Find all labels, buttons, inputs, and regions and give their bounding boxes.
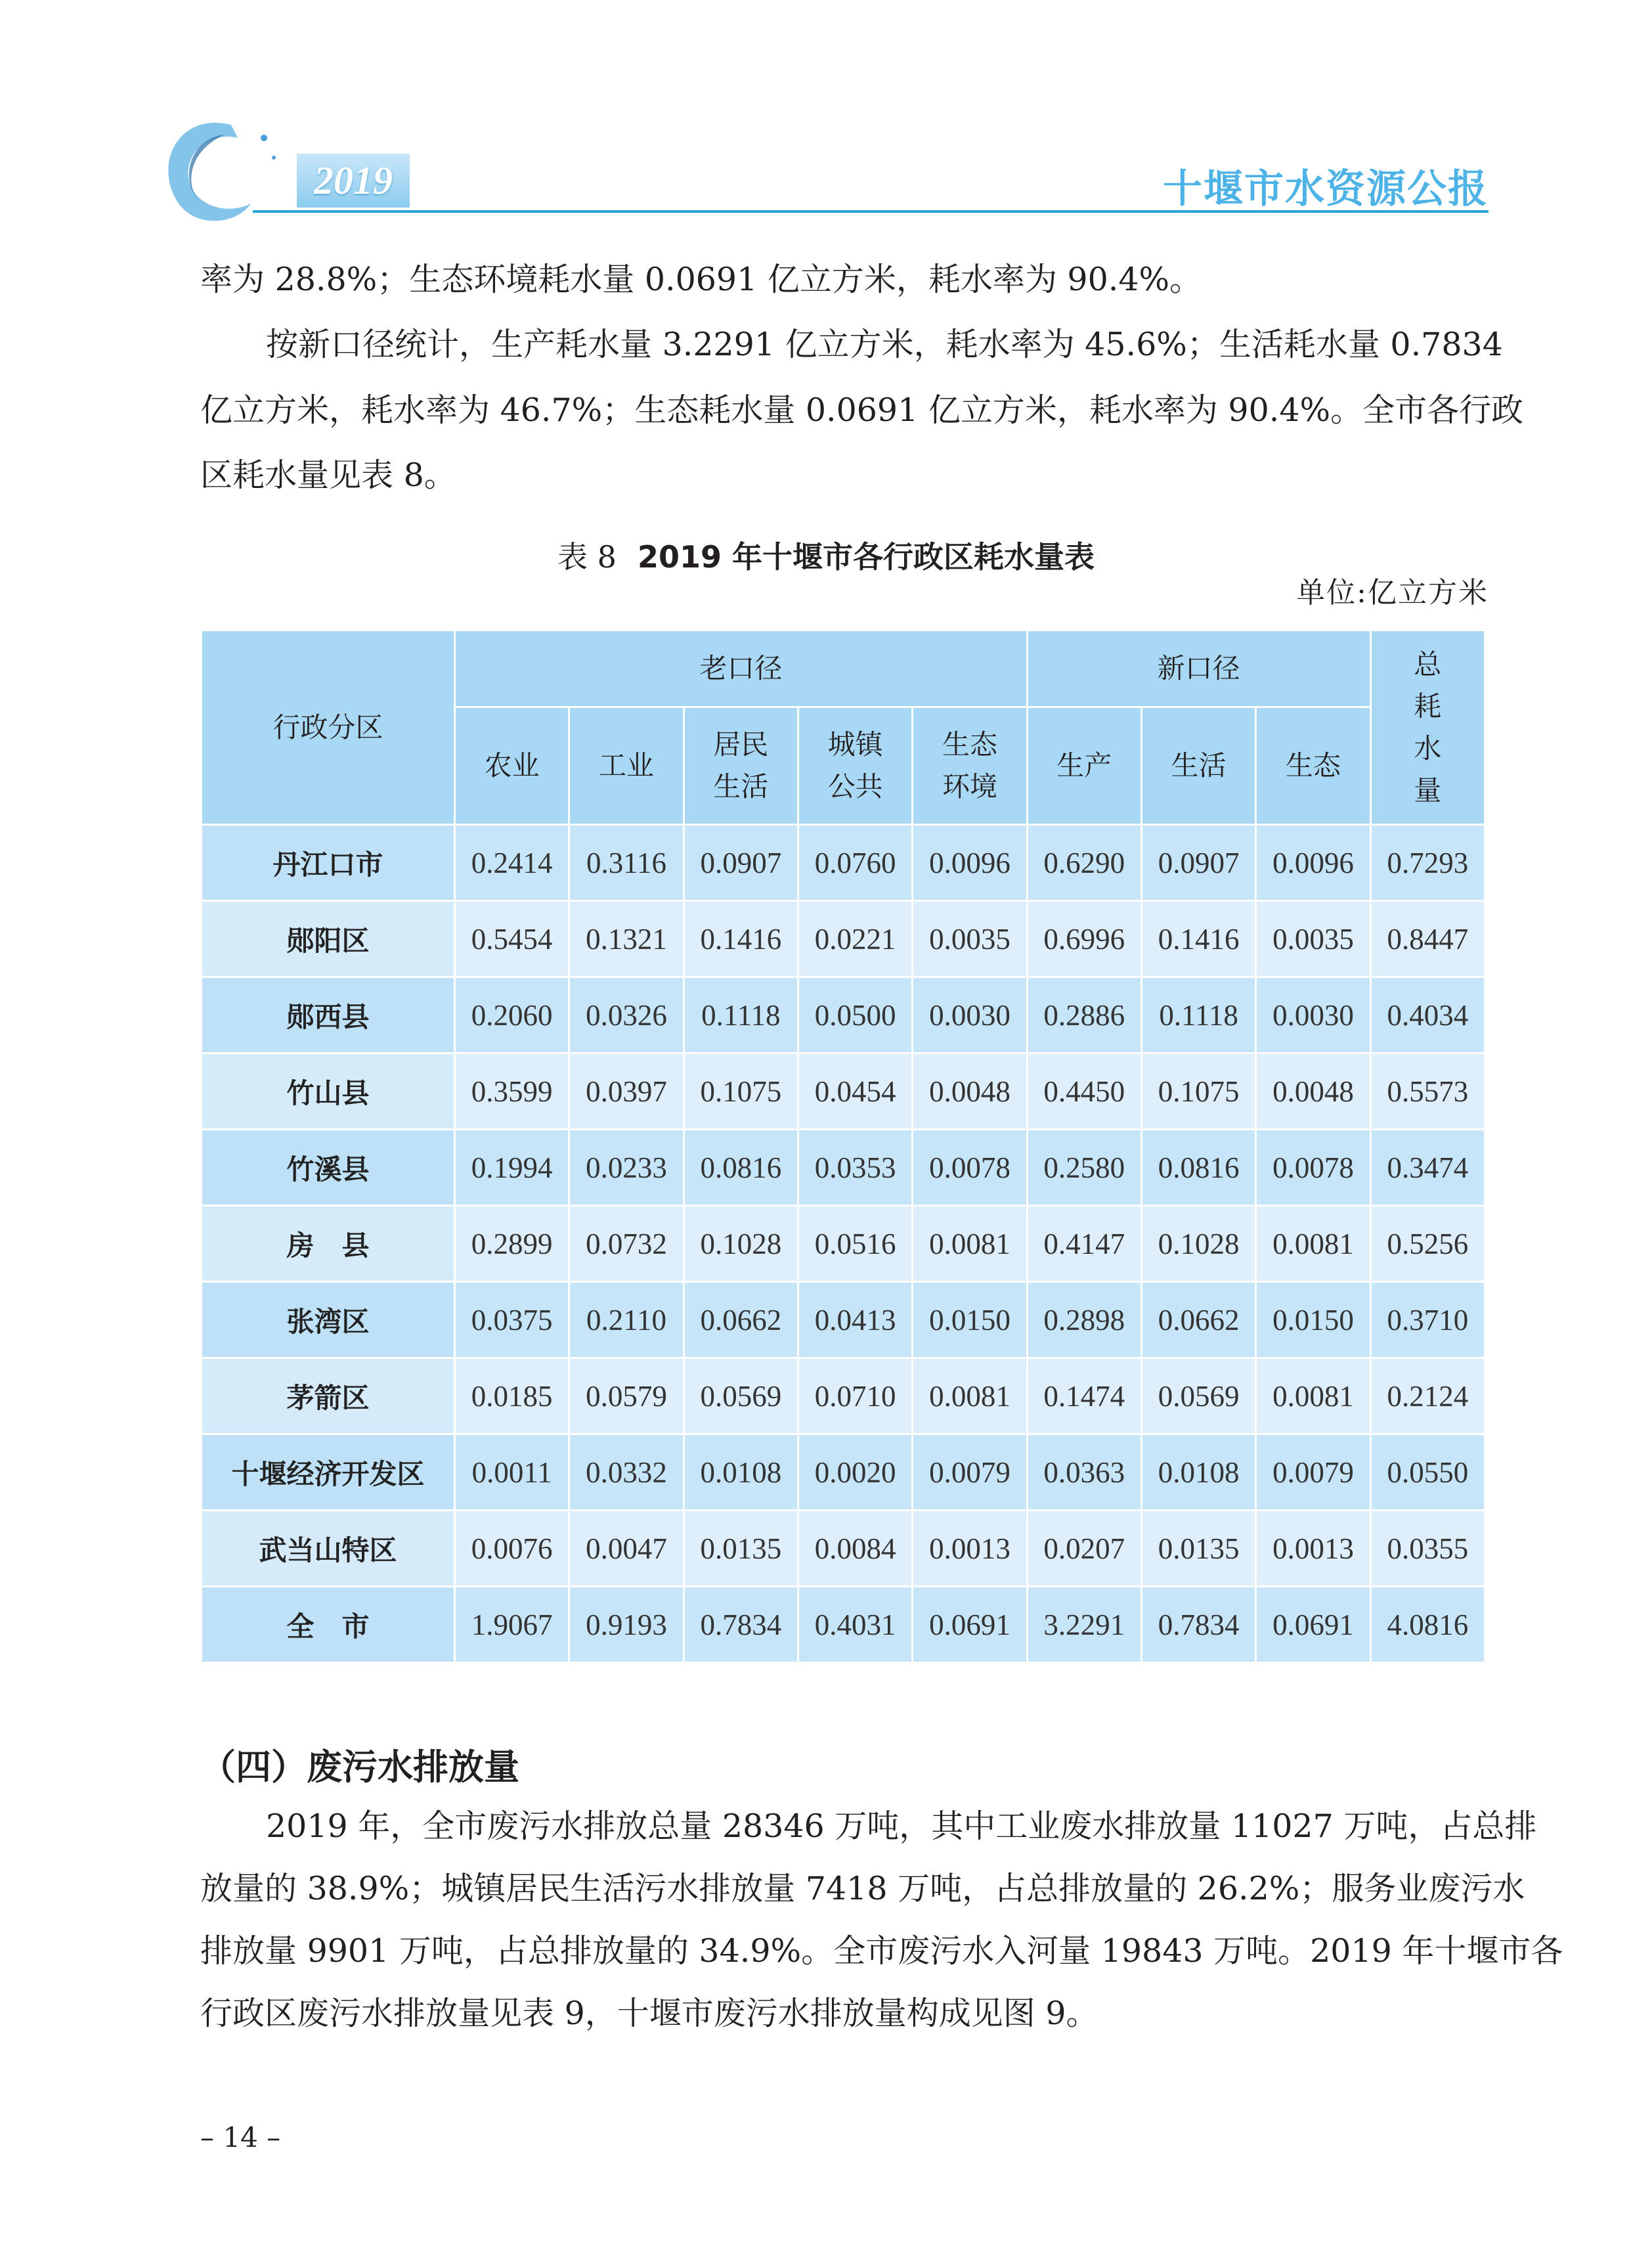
value-cell: 0.0207 xyxy=(1027,1511,1141,1587)
subheader-cell xyxy=(913,707,1027,825)
value-cell: 0.0108 xyxy=(1141,1434,1255,1511)
table-row xyxy=(202,1282,1485,1358)
value-cell: 0.0081 xyxy=(1256,1206,1370,1282)
table-row xyxy=(202,901,1485,977)
table-row xyxy=(202,1434,1485,1511)
subheader-label: 农业 xyxy=(484,749,540,782)
region-cell: 房 县 xyxy=(202,1206,455,1282)
value-cell: 0.2060 xyxy=(455,977,569,1053)
table-row xyxy=(202,977,1485,1053)
value-cell: 0.1118 xyxy=(1141,977,1255,1053)
value-cell: 0.0135 xyxy=(684,1511,798,1587)
value-cell: 0.0760 xyxy=(798,825,912,901)
value-cell: 0.0662 xyxy=(1141,1282,1255,1358)
value-cell: 0.1028 xyxy=(684,1206,798,1282)
value-cell: 0.7834 xyxy=(684,1587,798,1663)
value-cell: 0.0816 xyxy=(1141,1130,1255,1206)
table-row xyxy=(202,825,1485,901)
table-unit: 单位:亿立方米 xyxy=(1296,576,1489,609)
region-cell: 郧阳区 xyxy=(202,901,455,977)
value-cell: 0.0413 xyxy=(798,1282,912,1358)
value-cell: 0.0710 xyxy=(798,1358,912,1434)
water-splash-logo xyxy=(152,112,284,227)
value-cell: 0.2580 xyxy=(1027,1130,1141,1206)
value-cell: 0.2414 xyxy=(455,825,569,901)
value-cell: 0.1075 xyxy=(1141,1053,1255,1130)
value-cell: 0.0353 xyxy=(798,1130,912,1206)
value-cell: 0.0691 xyxy=(913,1587,1027,1663)
value-cell: 0.0185 xyxy=(455,1358,569,1434)
value-cell: 0.0030 xyxy=(1256,977,1370,1053)
section-heading: （四）废污水排放量 xyxy=(200,1746,519,1788)
subheader-label: 工业 xyxy=(598,749,654,782)
value-cell: 0.0078 xyxy=(913,1130,1027,1206)
value-cell: 0.0516 xyxy=(798,1206,912,1282)
subheader-label: 城镇公共 xyxy=(827,728,883,803)
value-cell: 0.0355 xyxy=(1370,1511,1485,1587)
region-cell: 郧西县 xyxy=(202,977,455,1053)
value-cell: 0.0569 xyxy=(684,1358,798,1434)
value-cell: 1.9067 xyxy=(455,1587,569,1663)
value-cell: 0.0076 xyxy=(455,1511,569,1587)
value-cell: 0.0096 xyxy=(913,825,1027,901)
value-cell: 0.7293 xyxy=(1370,825,1485,901)
value-cell: 0.0013 xyxy=(1256,1511,1370,1587)
value-cell: 0.0081 xyxy=(913,1206,1027,1282)
region-cell: 竹溪县 xyxy=(202,1130,455,1206)
region-cell: 全 市 xyxy=(202,1587,455,1663)
region-cell: 武当山特区 xyxy=(202,1511,455,1587)
paragraph-line: 亿立方米，耗水率为 46.7%；生态耗水量 0.0691 亿立方米，耗水率为 90.4%。全市各行政 xyxy=(200,391,1524,429)
subheader-label: 居民生活 xyxy=(713,728,769,803)
value-cell: 0.4031 xyxy=(798,1587,912,1663)
value-cell: 3.2291 xyxy=(1027,1587,1141,1663)
value-cell: 0.0332 xyxy=(569,1434,684,1511)
subheader-cell xyxy=(684,707,798,825)
value-cell: 0.6996 xyxy=(1027,901,1141,977)
subheader-label: 生产 xyxy=(1056,749,1112,782)
value-cell: 0.0454 xyxy=(798,1053,912,1130)
value-cell: 0.1416 xyxy=(684,901,798,977)
subheader-cell xyxy=(1027,707,1141,825)
value-cell: 0.2124 xyxy=(1370,1358,1485,1434)
subheader-cell xyxy=(569,707,684,825)
paragraph-line: 区耗水量见表 8。 xyxy=(200,456,456,494)
water-consumption-table xyxy=(200,629,1486,1664)
value-cell: 0.0079 xyxy=(1256,1434,1370,1511)
value-cell: 0.0048 xyxy=(913,1053,1027,1130)
value-cell: 4.0816 xyxy=(1370,1587,1485,1663)
header-old-caliber: 老口径 xyxy=(455,631,1028,707)
paragraph-line: 放量的 38.9%；城镇居民生活污水排放量 7418 万吨，占总排放量的 26.2%；服务业废污水 xyxy=(200,1870,1525,1907)
value-cell: 0.0375 xyxy=(455,1282,569,1358)
paragraph-line: 2019 年，全市废污水排放总量 28346 万吨，其中工业废水排放量 11027 万吨，占总排 xyxy=(266,1807,1537,1845)
table-row xyxy=(202,1130,1485,1206)
table-row xyxy=(202,1511,1485,1587)
value-cell: 0.1994 xyxy=(455,1130,569,1206)
paragraph-line: 行政区废污水排放量见表 9，十堰市废污水排放量构成见图 9。 xyxy=(200,1995,1098,2032)
value-cell: 0.4034 xyxy=(1370,977,1485,1053)
subheader-cell xyxy=(1141,707,1255,825)
value-cell: 0.0732 xyxy=(569,1206,684,1282)
paragraph-line: 率为 28.8%；生态环境耗水量 0.0691 亿立方米，耗水率为 90.4%。 xyxy=(200,261,1202,298)
header-region: 行政分区 xyxy=(202,631,455,825)
region-cell: 竹山县 xyxy=(202,1053,455,1130)
subheader-label: 生态 xyxy=(1285,749,1341,782)
value-cell: 0.0500 xyxy=(798,977,912,1053)
value-cell: 0.3116 xyxy=(569,825,684,901)
table-row xyxy=(202,1206,1485,1282)
value-cell: 0.0035 xyxy=(913,901,1027,977)
subheader-label: 生活 xyxy=(1171,749,1227,782)
value-cell: 0.9193 xyxy=(569,1587,684,1663)
value-cell: 0.0691 xyxy=(1256,1587,1370,1663)
table-row xyxy=(202,1053,1485,1130)
value-cell: 0.0569 xyxy=(1141,1358,1255,1434)
value-cell: 0.0326 xyxy=(569,977,684,1053)
region-cell: 丹江口市 xyxy=(202,825,455,901)
value-cell: 0.0397 xyxy=(569,1053,684,1130)
value-cell: 0.0013 xyxy=(913,1511,1027,1587)
value-cell: 0.0048 xyxy=(1256,1053,1370,1130)
subheader-label: 生态环境 xyxy=(942,728,997,803)
value-cell: 0.1321 xyxy=(569,901,684,977)
value-cell: 0.4147 xyxy=(1027,1206,1141,1282)
value-cell: 0.0108 xyxy=(684,1434,798,1511)
value-cell: 0.0081 xyxy=(913,1358,1027,1434)
header-total-label: 总耗水量 xyxy=(1414,648,1442,807)
value-cell: 0.0150 xyxy=(1256,1282,1370,1358)
year-badge: 2019 xyxy=(297,154,410,208)
value-cell: 0.3599 xyxy=(455,1053,569,1130)
table-caption-text: 2019 年十堰市各行政区耗水量表 xyxy=(637,539,1095,575)
value-cell: 0.7834 xyxy=(1141,1587,1255,1663)
value-cell: 0.5454 xyxy=(455,901,569,977)
value-cell: 0.2898 xyxy=(1027,1282,1141,1358)
table-caption-label: 表 8 xyxy=(557,539,617,575)
subheader-cell xyxy=(455,707,569,825)
region-cell: 茅箭区 xyxy=(202,1358,455,1434)
value-cell: 0.0662 xyxy=(684,1282,798,1358)
table-row xyxy=(202,1358,1485,1434)
header-new-caliber: 新口径 xyxy=(1027,631,1370,707)
value-cell: 0.5573 xyxy=(1370,1053,1485,1130)
region-cell: 张湾区 xyxy=(202,1282,455,1358)
value-cell: 0.4450 xyxy=(1027,1053,1141,1130)
value-cell: 0.2110 xyxy=(569,1282,684,1358)
value-cell: 0.1028 xyxy=(1141,1206,1255,1282)
value-cell: 0.0135 xyxy=(1141,1511,1255,1587)
value-cell: 0.1075 xyxy=(684,1053,798,1130)
value-cell: 0.0035 xyxy=(1256,901,1370,977)
page-number: – 14 – xyxy=(200,2121,281,2154)
value-cell: 0.0030 xyxy=(913,977,1027,1053)
table-row xyxy=(202,1587,1485,1663)
document-title: 十堰市水资源公报 xyxy=(1163,166,1489,212)
value-cell: 0.0221 xyxy=(798,901,912,977)
value-cell: 0.0907 xyxy=(684,825,798,901)
value-cell: 0.3710 xyxy=(1370,1282,1485,1358)
subheader-cell xyxy=(798,707,912,825)
value-cell: 0.6290 xyxy=(1027,825,1141,901)
value-cell: 0.2899 xyxy=(455,1206,569,1282)
value-cell: 0.3474 xyxy=(1370,1130,1485,1206)
header-total xyxy=(1370,631,1485,825)
value-cell: 0.0096 xyxy=(1256,825,1370,901)
value-cell: 0.0020 xyxy=(798,1434,912,1511)
value-cell: 0.0150 xyxy=(913,1282,1027,1358)
paragraph-line: 排放量 9901 万吨，占总排放量的 34.9%。全市废污水入河量 19843 万吨。2019 年十堰市各 xyxy=(200,1932,1563,1970)
value-cell: 0.0579 xyxy=(569,1358,684,1434)
value-cell: 0.0081 xyxy=(1256,1358,1370,1434)
value-cell: 0.0078 xyxy=(1256,1130,1370,1206)
value-cell: 0.0816 xyxy=(684,1130,798,1206)
value-cell: 0.0550 xyxy=(1370,1434,1485,1511)
value-cell: 0.1416 xyxy=(1141,901,1255,977)
paragraph-line: 按新口径统计，生产耗水量 3.2291 亿立方米，耗水率为 45.6%；生活耗水量 0.7834 xyxy=(266,326,1503,363)
value-cell: 0.0907 xyxy=(1141,825,1255,901)
value-cell: 0.1474 xyxy=(1027,1358,1141,1434)
value-cell: 0.5256 xyxy=(1370,1206,1485,1282)
value-cell: 0.0363 xyxy=(1027,1434,1141,1511)
subheader-cell xyxy=(1256,707,1370,825)
value-cell: 0.0084 xyxy=(798,1511,912,1587)
value-cell: 0.1118 xyxy=(684,977,798,1053)
value-cell: 0.0011 xyxy=(455,1434,569,1511)
value-cell: 0.0233 xyxy=(569,1130,684,1206)
value-cell: 0.0047 xyxy=(569,1511,684,1587)
value-cell: 0.8447 xyxy=(1370,901,1485,977)
value-cell: 0.2886 xyxy=(1027,977,1141,1053)
value-cell: 0.0079 xyxy=(913,1434,1027,1511)
region-cell: 十堰经济开发区 xyxy=(202,1434,455,1511)
